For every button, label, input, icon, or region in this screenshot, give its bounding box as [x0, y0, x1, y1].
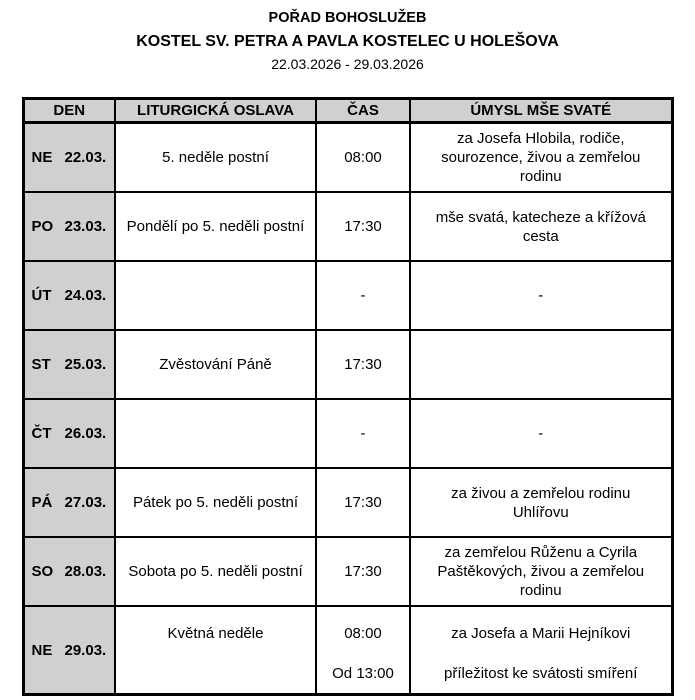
intention-split [411, 607, 671, 691]
day-date: 24.03. [64, 287, 107, 304]
day-cell [23, 606, 115, 695]
intention-cell: za Josefa Hlobila, rodiče, sourozence, živou a zemřelou rodinu [410, 123, 672, 193]
celebration-primary: Květná neděle [167, 624, 264, 642]
document-date-range: 22.03.2026 - 29.03.2026 [271, 56, 424, 72]
column-header-day: DEN [23, 99, 115, 123]
day-date: 28.03. [64, 563, 107, 580]
column-header-intention: ÚMYSL MŠE SVATÉ [410, 99, 672, 123]
day-date: 27.03. [64, 494, 107, 511]
intention-cell: za živou a zemřelou rodinu Uhlířovu [410, 468, 672, 537]
intention-cell: za zemřelou Růženu a Cyrila Paštěkových, živou a zemřelou rodinu [410, 537, 672, 606]
celebration-cell: Pátek po 5. neděli postní [115, 468, 316, 537]
table-row [23, 399, 672, 468]
intention-cell [410, 330, 672, 399]
time-primary: 08:00 [344, 624, 382, 642]
celebration-cell [115, 261, 316, 330]
day-cell [23, 330, 115, 399]
intention-primary: za Josefa a Marii Hejníkovi [451, 624, 631, 642]
celebration-cell: Pondělí po 5. neděli postní [115, 192, 316, 261]
table-row [23, 468, 672, 537]
day-abbr: NE [31, 149, 53, 166]
day-date: 23.03. [64, 218, 107, 235]
column-header-celebration: LITURGICKÁ OSLAVA [115, 99, 316, 123]
schedule-table [22, 97, 674, 696]
celebration-cell: Zvěstování Páně [115, 330, 316, 399]
time-cell: 17:30 [316, 330, 410, 399]
day-abbr: PO [31, 218, 54, 235]
time-cell: 17:30 [316, 537, 410, 606]
time-split [317, 607, 409, 691]
celebration-cell [115, 399, 316, 468]
day-date: 22.03. [64, 149, 107, 166]
document-header [0, 0, 695, 75]
day-cell [23, 537, 115, 606]
header-row [23, 99, 672, 123]
time-cell: - [316, 261, 410, 330]
day-cell [23, 123, 115, 193]
day-cell [23, 192, 115, 261]
document-subtitle: KOSTEL SV. PETRA A PAVLA KOSTELEC U HOLEŠOVA [136, 33, 559, 50]
celebration-split [116, 607, 315, 691]
day-abbr: NE [31, 641, 53, 659]
day-date: 26.03. [64, 425, 107, 442]
intention-cell: - [410, 261, 672, 330]
day-abbr: ST [31, 356, 51, 373]
day-abbr: PÁ [31, 494, 53, 511]
intention-cell: - [410, 399, 672, 468]
day-cell [23, 261, 115, 330]
time-cell: 17:30 [316, 192, 410, 261]
time-cell: 08:00 [316, 123, 410, 193]
table-row [23, 192, 672, 261]
column-header-time: ČAS [316, 99, 410, 123]
celebration-secondary [116, 659, 315, 691]
intention-cell [410, 606, 672, 695]
day-date: 29.03. [64, 641, 107, 659]
time-cell: 17:30 [316, 468, 410, 537]
celebration-cell: 5. neděle postní [115, 123, 316, 193]
day-abbr: SO [31, 563, 54, 580]
time-cell [316, 606, 410, 695]
day-cell [23, 399, 115, 468]
intention-secondary: příležitost ke svátosti smíření [444, 665, 638, 682]
celebration-cell [115, 606, 316, 695]
intention-cell: mše svatá, katecheze a křížová cesta [410, 192, 672, 261]
table-row [23, 123, 672, 193]
day-abbr: ČT [31, 425, 52, 442]
day-date: 25.03. [64, 356, 107, 373]
document-title: POŘAD BOHOSLUŽEB [268, 10, 427, 26]
day-cell [23, 468, 115, 537]
celebration-cell: Sobota po 5. neděli postní [115, 537, 316, 606]
time-secondary: Od 13:00 [332, 665, 394, 682]
table-row [23, 330, 672, 399]
table-row [23, 537, 672, 606]
table-row [23, 606, 672, 695]
time-cell: - [316, 399, 410, 468]
table-row [23, 261, 672, 330]
day-abbr: ÚT [31, 287, 52, 304]
